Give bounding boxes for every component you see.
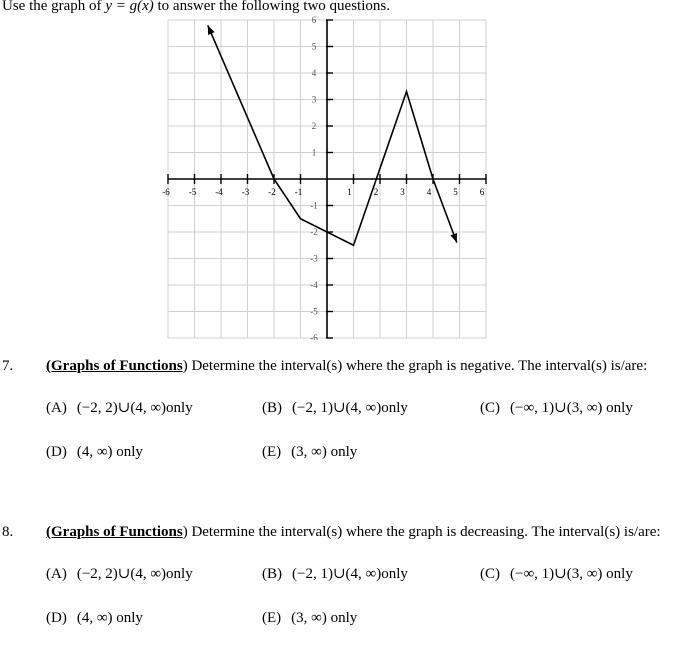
y-tick-label: -6: [310, 333, 318, 340]
y-tick-label: -3: [310, 253, 318, 264]
choice-letter: (C): [480, 566, 500, 582]
instructions-text-end: to answer the following two questions.: [153, 0, 390, 14]
x-tick-label: 5: [453, 187, 458, 197]
choice-letter: (B): [262, 566, 282, 582]
choice-value: (−2, 2)∪(4, ∞)only: [76, 400, 193, 416]
right-arrowhead: [450, 233, 457, 243]
q8-choice-e[interactable]: [262, 610, 357, 627]
choice-letter: (D): [46, 444, 67, 460]
y-tick-label: -1: [310, 200, 318, 211]
q7-choice-d[interactable]: [46, 444, 143, 461]
x-tick-label: -2: [268, 187, 276, 197]
x-tick-label: -6: [162, 187, 170, 197]
choice-value: (−2, 2)∪(4, ∞)only: [76, 566, 193, 582]
choice-letter: (A): [46, 400, 67, 416]
x-tick-label: 1: [347, 187, 352, 197]
q7-choice-c[interactable]: [480, 398, 633, 417]
choice-letter: (E): [262, 444, 282, 460]
y-tick-label: 5: [311, 41, 317, 52]
question-8-prompt: Determine the interval(s) where the graph is decreasing. The interval(s) is/are:: [187, 524, 661, 540]
x-tick-label: -3: [241, 187, 250, 197]
function-curve: [208, 25, 457, 245]
x-tick-label: -4: [215, 187, 223, 197]
choice-letter: (B): [262, 400, 282, 416]
choice-letter: (C): [480, 400, 500, 416]
choice-value: (−2, 1)∪(4, ∞)only: [292, 566, 408, 582]
function-name: y = g(x): [105, 0, 154, 14]
q7-choice-e[interactable]: [262, 444, 357, 461]
question-7-number: 7.: [2, 358, 14, 374]
question-8-topic: (Graphs of Functions: [46, 524, 183, 540]
x-tick-label: -5: [188, 187, 197, 197]
y-tick-label: 6: [311, 15, 317, 25]
choice-letter: (A): [46, 566, 67, 582]
x-tick-label: -1: [294, 187, 303, 197]
q7-choice-b[interactable]: [262, 398, 408, 417]
choice-value: (4, ∞) only: [76, 444, 143, 460]
x-tick-label: 2: [373, 187, 379, 197]
choice-value: (3, ∞) only: [291, 444, 358, 460]
choice-value: (−∞, 1)∪(3, ∞) only: [510, 400, 633, 416]
choice-letter: (D): [46, 610, 67, 626]
y-tick-label: -2: [310, 227, 318, 237]
choice-value: (3, ∞) only: [291, 610, 358, 626]
q8-choice-c[interactable]: [480, 564, 633, 583]
y-tick-label: 4: [311, 68, 317, 78]
x-tick-label: 6: [479, 187, 485, 197]
question-7-prompt: Determine the interval(s) where the graph is negative. The interval(s) is/are:: [187, 358, 648, 374]
q8-choice-d[interactable]: [46, 610, 143, 627]
question-7-topic-close: ): [182, 358, 188, 374]
y-tick-label: 3: [311, 94, 317, 105]
q7-choice-a[interactable]: [46, 398, 193, 417]
question-8-number: 8.: [2, 524, 14, 540]
choice-value: (−2, 1)∪(4, ∞)only: [292, 400, 408, 416]
question-7-text: [46, 358, 647, 375]
y-tick-label: -4: [310, 280, 318, 290]
choice-letter: (E): [262, 610, 282, 626]
choice-value: (4, ∞) only: [76, 610, 143, 626]
instructions-text: Use the graph of: [2, 0, 106, 14]
x-tick-label: 4: [426, 187, 432, 197]
q8-choice-a[interactable]: [46, 564, 193, 583]
question-7-topic: (Graphs of Functions: [46, 358, 183, 374]
question-8-topic-close: ): [182, 524, 188, 540]
choice-value: (−∞, 1)∪(3, ∞) only: [510, 566, 633, 582]
q8-choice-b[interactable]: [262, 564, 408, 583]
question-8-text: [46, 524, 661, 541]
y-tick-label: 2: [311, 121, 317, 131]
x-tick-label: 3: [400, 187, 405, 197]
y-tick-label: -5: [310, 306, 318, 317]
left-arrowhead: [208, 25, 215, 35]
y-tick-label: 1: [311, 147, 317, 158]
